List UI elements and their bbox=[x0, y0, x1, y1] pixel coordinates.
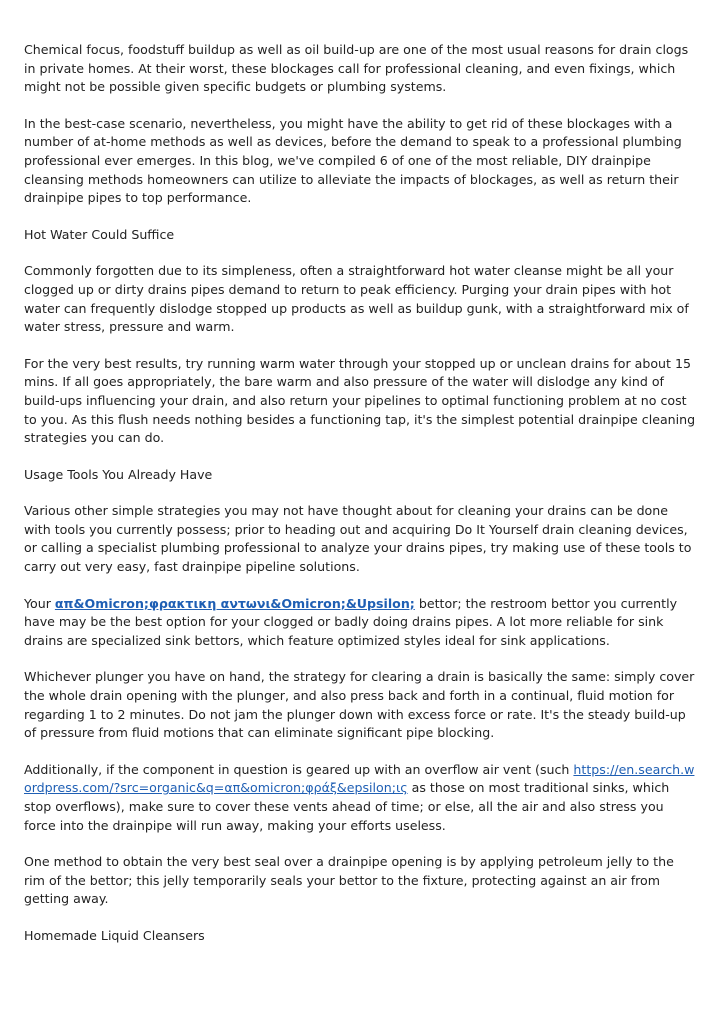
paragraph-tools: Various other simple strategies you may not have thought about for cleaning your drains can be done with tools you currently possess; prior to heading out and acquiring Do It Yourself drain cleaning devices, or calling a specialist plumbing professional to analyze your drains pipes, try making use of these tools to carry out very easy, fast drainpipe pipeline solutions. bbox=[24, 503, 692, 575]
paragraph-overview: In the best-case scenario, nevertheless, you might have the ability to get rid of these blockages with a number of at-home methods as well as devices, before the demand to speak to a professional plumbing professional ever emerges. In this blog, we've compiled 6 of one of the most reliable, DIY drainpipe cleansing methods homeowners can utilize to alleviate the impacts of blockages, as well as return their drainpipe pipes to top performance. bbox=[24, 115, 682, 206]
plunger-text-after: bettor; the restroom bettor you currently have may be the best option for your clogged or badly doing drains pipes. A lot more reliable for sink drains are specialized sink bettors, which feature optimized styles ideal for sink applications. bbox=[24, 595, 678, 648]
section-heading-hot-water: Hot Water Could Suffice bbox=[24, 226, 175, 242]
section-heading-homemade-cleansers: Homemade Liquid Cleansers bbox=[24, 927, 205, 943]
paragraph-overflow-vent bbox=[24, 761, 696, 835]
vent-text-before: Additionally, if the component in question is geared up with an overflow air vent (such bbox=[24, 761, 574, 777]
vent-text-after: as those on most traditional sinks, which stop overflows), make sure to cover these vents ahead of time; or else, all the air and also stress you force into the drainpipe will run away, making your efforts useless. bbox=[24, 780, 670, 833]
paragraph-hot-water: Commonly forgotten due to its simpleness, often a straightforward hot water cleanse might be all your clogged up or dirty drains pipes demand to return to peak efficiency. Purging your drain pipes with hot water can frequently dislodge stopped up products as well as buildup gunk, with a straightforward mix of water stress, pressure and warm. bbox=[24, 263, 689, 335]
paragraph-plunger-strategy: Whichever plunger you have on hand, the strategy for clearing a drain is basically the same: simply cover the whole drain opening with the plunger, and also press back and forth in a continual, fluid motion for regarding 1 to 2 minutes. Do not jam the plunger down with excess force or rate. It's the steady build-up of pressure from fluid motions that can eliminate significant pipe blocking. bbox=[24, 669, 695, 741]
search-url-link[interactable]: https://en.search.wordpress.com/?src=organic&q=απ&omicron;φράξ&epsilon;ις bbox=[24, 761, 695, 796]
plunger-text-before: Your bbox=[24, 595, 55, 611]
paragraph-intro: Chemical focus, foodstuff buildup as well as oil build-up are one of the most usual reasons for drain clogs in private homes. At their worst, these blockages call for professional cleaning, and even fixings, which might not be possible given specific budgets or plumbing systems. bbox=[24, 42, 689, 95]
paragraph-petroleum-jelly: One method to obtain the very best seal over a drainpipe opening is by applying petroleum jelly to the rim of the bettor; this jelly temporarily seals your bettor to the fixture, protecting against an air from getting away. bbox=[24, 854, 674, 907]
paragraph-hot-water-results: For the very best results, try running warm water through your stopped up or unclean drains for about 15 mins. If all goes appropriately, the bare warm and also pressure of the water will dislodge any kind of build-ups influencing your drain, and also return your pipelines to optimal functioning problem at no cost to you. As this flush needs nothing besides a functioning tap, it's the simplest potential drainpipe cleaning strategies you can do. bbox=[24, 355, 696, 446]
section-heading-tools: Usage Tools You Already Have bbox=[24, 466, 213, 482]
paragraph-plunger bbox=[24, 595, 696, 651]
plunger-link[interactable]: απ&Omicron;φρακτικη αντωνι&Omicron;&Upsilon; bbox=[54, 595, 415, 611]
